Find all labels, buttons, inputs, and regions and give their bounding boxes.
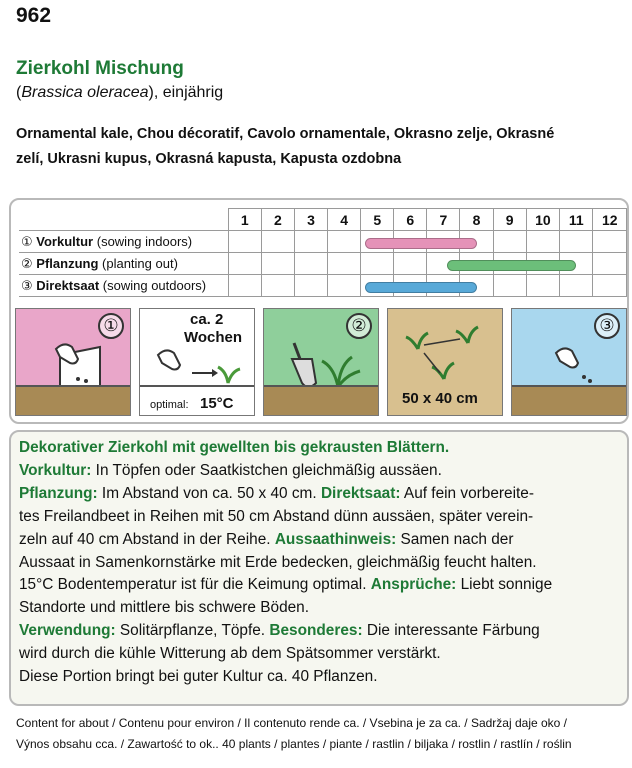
product-code: 962: [16, 4, 52, 27]
germination-time: ca. 2: [190, 311, 224, 328]
footer-line-2: Výnos obsahu cca. / Zawartość to ok.. 40 plants / plantes / piante / rastlin / biljaka / rostlin / rastlín / roślin: [16, 737, 572, 751]
latin-suffix: ), einjährig: [148, 84, 224, 101]
step-number: ②: [346, 313, 372, 339]
month-9: 9: [493, 209, 526, 231]
bar-vorkultur: [365, 238, 477, 249]
pictogram-indoor-sowing: [15, 308, 131, 416]
portion-line: Diese Portion bringt bei guter Kultur ca. 40 Pflanzen.: [19, 668, 378, 686]
soil-band: [16, 385, 130, 415]
soil-band: [512, 385, 626, 415]
pictogram-spacing: [387, 308, 503, 416]
bar-pflanzung: [447, 260, 576, 271]
calendar-row-direktsaat: [19, 275, 627, 297]
month-8: 8: [460, 209, 493, 231]
aussaat-line-2: Aussaat in Samenkornstärke mit Erde bedecken, gleichmäßig feucht halten.: [19, 553, 537, 571]
month-3: 3: [294, 209, 327, 231]
direktsaat-line-3: zeln auf 40 cm Abstand in der Reihe. Aussaathinweis: Samen nach der: [19, 530, 514, 548]
temp-label: optimal:: [150, 399, 189, 411]
optimal-temperature: 15°C: [200, 395, 234, 412]
pflanzung-line: Pflanzung: Im Abstand von ca. 50 x 40 cm. Direktsaat: Auf fein vorbereite-: [19, 484, 534, 502]
latin-name-line: [16, 84, 223, 102]
pictogram-germination: [139, 308, 255, 416]
calendar-header-row: [19, 209, 627, 231]
spacing-label: 50 x 40 cm: [402, 390, 478, 407]
verwendung-line: Verwendung: Solitärpflanze, Töpfe. Besonderes: Die interessante Färbung: [19, 622, 540, 640]
vorkultur-line: Vorkultur: In Töpfen oder Saatkistchen gleichmäßig aussäen.: [19, 461, 442, 479]
besonderes-line-2: wird durch die kühle Witterung ab dem Spätsommer verstärkt.: [19, 645, 441, 663]
pictogram-planting-out: [263, 308, 379, 416]
names-line-2: zelí, Ukrasni kupus, Okrasná kapusta, Kapusta ozdobna: [16, 151, 402, 167]
month-7: 7: [427, 209, 460, 231]
calendar-corner: [19, 209, 228, 231]
latin-name: Brassica oleracea: [21, 84, 149, 101]
month-1: 1: [228, 209, 261, 231]
direktsaat-line-2: tes Freilandbeet in Reihen mit 50 cm Abstand dünn aussäen, später verein-: [19, 507, 534, 525]
product-title: Zierkohl Mischung: [16, 58, 184, 79]
germination-unit: Wochen: [184, 329, 243, 346]
translated-names: [16, 122, 626, 172]
month-5: 5: [361, 209, 394, 231]
pictogram-direct-sowing: [511, 308, 627, 416]
step-number: ③: [594, 313, 620, 339]
month-4: 4: [328, 209, 361, 231]
footer-line-1: Content for about / Contenu pour environ / Il contenuto rende ca. / Vsebina je za ca. / Sadržaj daje oko /: [16, 716, 568, 730]
bar-direktsaat: [365, 282, 477, 293]
row-label: ① Vorkultur (sowing indoors): [19, 231, 228, 253]
ansprueche-line-2: Standorte und mittlere bis schwere Böden.: [19, 599, 310, 617]
pictogram-strip: [15, 308, 625, 416]
month-12: 12: [593, 209, 627, 231]
month-6: 6: [394, 209, 427, 231]
intro-text: Dekorativer Zierkohl mit gewellten bis gekrausten Blättern.: [19, 439, 450, 456]
month-11: 11: [560, 209, 593, 231]
row-label: ③ Direktsaat (sowing outdoors): [19, 275, 228, 297]
month-2: 2: [261, 209, 294, 231]
sowing-calendar: [9, 198, 629, 424]
footer-content: [16, 713, 628, 755]
description-box: [9, 430, 629, 706]
latin-prefix: (: [16, 84, 22, 101]
aussaat-line-3: 15°C Bodentemperatur ist für die Keimung optimal. Ansprüche: Liebt sonnige: [19, 576, 553, 594]
calendar-row-vorkultur: [19, 231, 627, 253]
names-line-1: Ornamental kale, Chou décoratif, Cavolo ornamentale, Okrasno zelje, Okrasné: [16, 126, 555, 142]
month-10: 10: [526, 209, 559, 231]
step-number: ①: [98, 313, 124, 339]
row-label: ② Pflanzung (planting out): [19, 253, 228, 275]
calendar-table: [19, 208, 627, 297]
soil-band: [264, 385, 378, 415]
